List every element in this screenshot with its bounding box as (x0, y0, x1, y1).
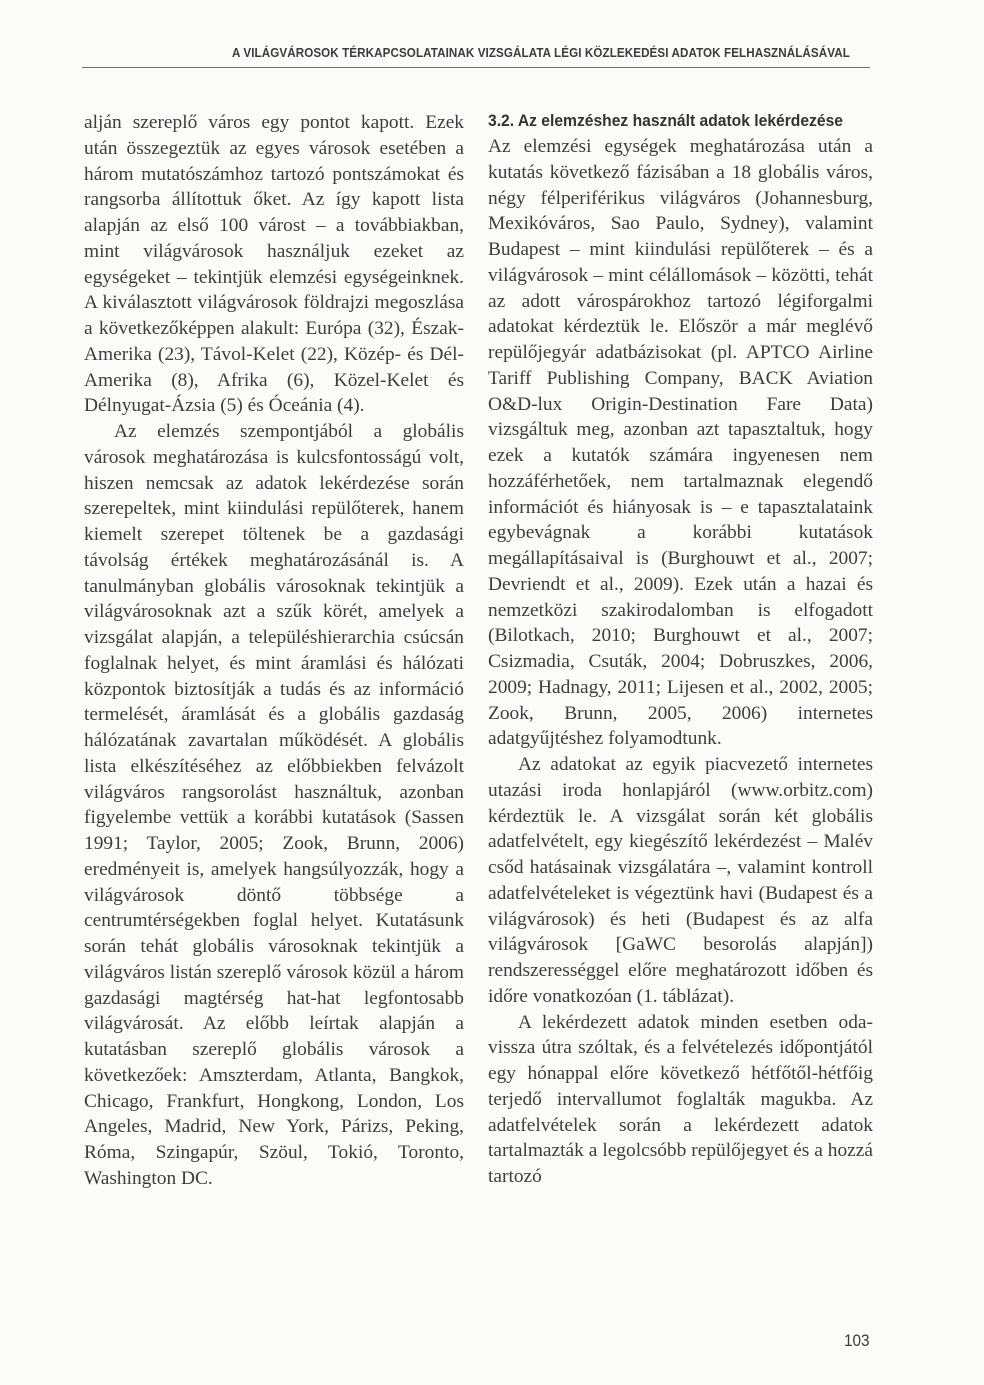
paragraph: Az elemzési egységek meghatározása után a kutatás következő fázisában a 18 globális város, négy félperiférikus világváros (Johannesburg, Mexikóváros, Sao Paulo, Sydney), valamint Budapest – mint kiindulási repülőterek – és a világvárosok – mint célállomások – közötti, tehát az adott várospárokhoz tartozó légiforgalmi adatokat kérdeztük le. Először a már meglévő repülőjegyár adatbázisokat (pl. APTCO Airline Tariff Publishing Company, BACK Aviation O&D-lux Origin-Destination Fare Data) vizsgáltuk meg, azonban azt tapasztaltuk, hogy ezek a kutatók számára ingyenesen nem hozzáférhetőek, nem tartalmaznak elegendő információt és hiányosak is – e tapasztalataink egybevágnak a korábbi kutatások megállapításaival is (Burghouwt et al., 2007; Devriendt et al., 2009). Ezek után a hazai és nemzetközi szakirodalomban is elfogadott (Bilotkach, 2010; Burghouwt et al., 2007; Csizmadia, Csuták, 2004; Dobruszkes, 2006, 2009; Hadnagy, 2011; Lijesen et al., 2002, 2005; Zook, Brunn, 2005, 2006) internetes adatgyűjtéshez folyamodtunk. (488, 136, 873, 750)
paragraph: A lekérdezett adatok minden esetben oda-vissza útra szóltak, és a felvételezés időpontjától egy hónappal előre következő hétfőtől-hétfőig terjedő intervallumot foglalták magukba. Az adatfelvételek során a lekérdezett adatok tartalmazták a legolcsóbb repülőjegyet és a hozzá tartozó (488, 1011, 873, 1187)
page-number: 103 (844, 1331, 870, 1350)
paragraph: Az elemzés szempontjából a globális városok meghatározása is kulcsfontosságú volt, hiszen nemcsak az adatok lekérdezése során szerepeltek, mint kiindulási repülőterek, hanem kiemelt szerepet töltenek be a gazdasági távolság értékek meghatározásánál is. A tanulmányban globális városoknak tekintjük a világvárosoknak azt a szűk körét, amelyek a vizsgálat alapján, a településhierarchia csúcsán foglalnak helyet, és mint áramlási és hálózati központok biztosítják a tudás és az információ termelését, áramlását és a globális gazdaság hálózatának zavartalan működését. A globális lista elkészítéséhez az előbbiekben felvázolt világváros rangsorolást használtuk, azonban figyelembe vettük a korábbi kutatások (Sassen 1991; Taylor, 2005; Zook, Brunn, 2006) eredményeit is, amelyek hangsúlyozzák, hogy a világvárosok döntő többsége a centrumtérségekben foglal helyet. Kutatásunk során tehát globális városoknak tekintjük a világváros listán szereplő városok közül a három gazdasági magtérség hat-hat legfontosabb világvárosát. Az előbb leírtak alapján a kutatásban szereplő globális városok a következőek: Amszterdam, Atlanta, Bangkok, Chicago, Frankfurt, Hongkong, London, Los Angeles, Madrid, New York, Párizs, Peking, Róma, Szingapúr, Szöul, Tokió, Toronto, Washington DC. (84, 421, 464, 1189)
header-rule (82, 67, 870, 68)
left-column (84, 110, 464, 1192)
section-heading: 3.2. Az elemzéshez használt adatok lekérdezése (488, 111, 843, 130)
right-column (488, 108, 873, 1190)
paragraph: alján szereplő város egy pontot kapott. Ezek után összegeztük az egyes városok esetében a három mutatószámhoz tartozó pontszámokat és rangsorba állítottuk őket. Az így kapott lista alapján az első 100 várost – a továbbiakban, mint világvárosok használjuk ezeket az egységeket – tekintjük elemzési egységeinknek. A kiválasztott világvárosok földrajzi megoszlása a következőképpen alakult: Európa (32), Észak-Amerika (23), Távol-Kelet (22), Közép- és Dél-Amerika (8), Afrika (6), Közel-Kelet és Délnyugat-Ázsia (5) és Óceánia (4). (84, 112, 464, 417)
paragraph: Az adatokat az egyik piacvezető internetes utazási iroda honlapjáról (www.orbitz.com) kérdeztük le. A vizsgálat során két globális adatfelvételt, egy kiegészítő lekérdezést – Malév csőd hatásainak vizsgálatára –, valamint kontroll adatfelvételeket is végeztünk havi (Budapest és a világvárosok) és heti (Budapest és az alfa világvárosok [GaWC besorolás alapján]) rendszerességgel előre meghatározott időben és időre vonatkozóan (1. táblázat). (488, 754, 873, 1007)
running-head: A VILÁGVÁROSOK TÉRKAPCSOLATAINAK VIZSGÁLATA LÉGI KÖZLEKEDÉSI ADATOK FELHASZNÁLÁSÁVAL (232, 46, 850, 60)
